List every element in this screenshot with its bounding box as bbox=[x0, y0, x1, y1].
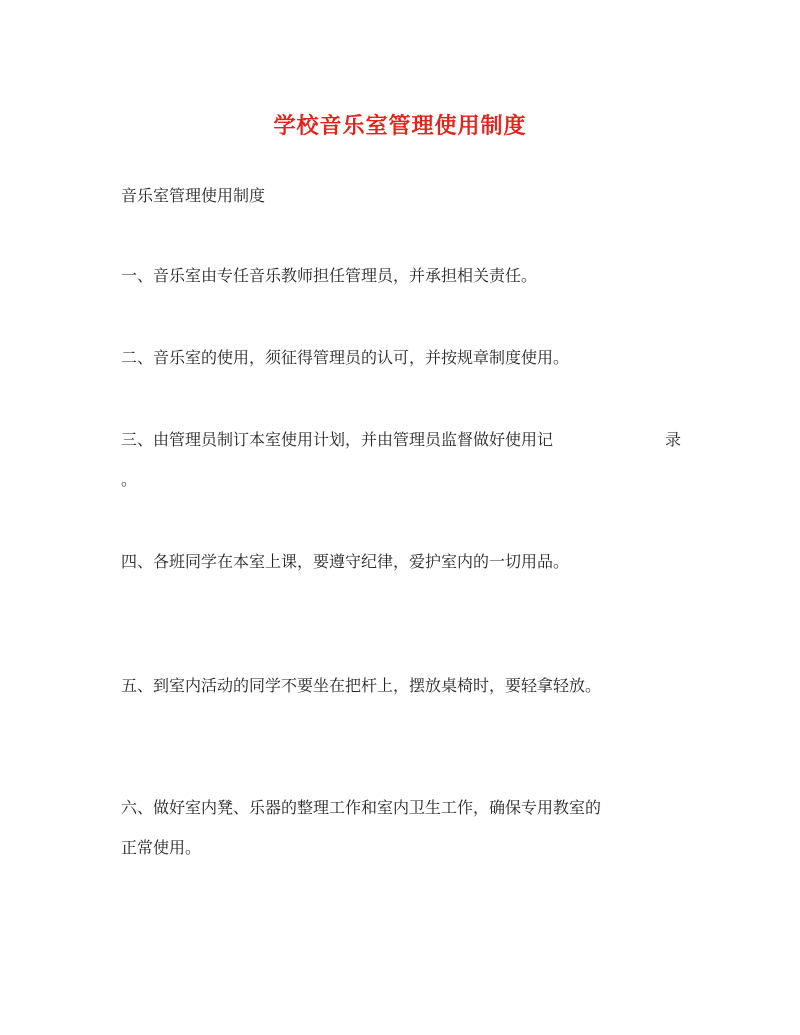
rule-item-3-line-2: 。 bbox=[121, 470, 138, 489]
rule-item-3-line-1 bbox=[121, 426, 681, 454]
rule-item-6-line-2: 正常使用。 bbox=[121, 838, 202, 857]
rule-item-3-tail: 录 bbox=[664, 430, 681, 449]
rule-item-5: 五、到室内活动的同学不要坐在把杆上，摆放桌椅时，要轻拿轻放。 bbox=[121, 676, 602, 695]
rule-item-3-text: 三、由管理员制订本室使用计划，并由管理员监督做好使用记 bbox=[121, 430, 554, 449]
document-subtitle: 音乐室管理使用制度 bbox=[121, 186, 266, 205]
rule-item-6-line-1: 六、做好室内凳、乐器的整理工作和室内卫生工作，确保专用教室的 bbox=[121, 798, 602, 817]
rule-item-1: 一、音乐室由专任音乐教师担任管理员，并承担相关责任。 bbox=[121, 266, 538, 285]
rule-item-4: 四、各班同学在本室上课，要遵守纪律，爱护室内的一切用品。 bbox=[121, 552, 570, 571]
rule-item-2: 二、音乐室的使用，须征得管理员的认可，并按规章制度使用。 bbox=[121, 348, 570, 367]
document-title: 学校音乐室管理使用制度 bbox=[273, 113, 527, 139]
